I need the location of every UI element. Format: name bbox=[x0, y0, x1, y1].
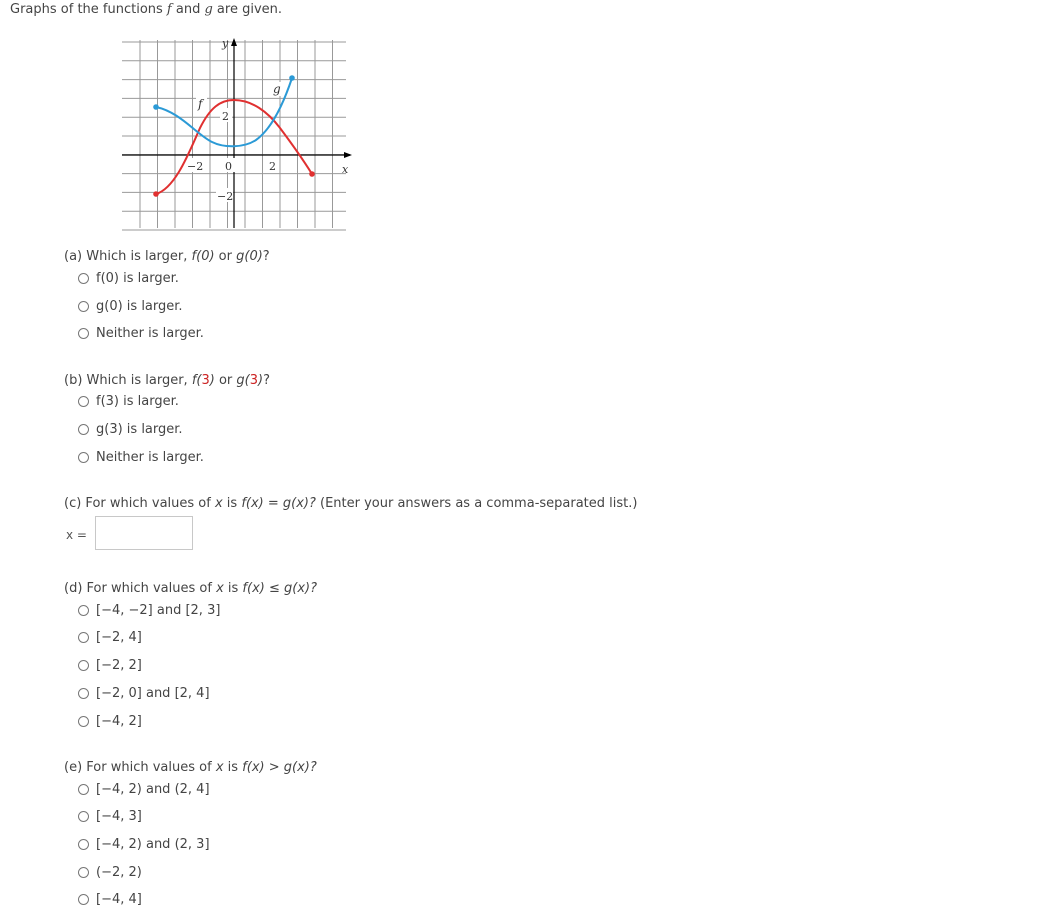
question-d-option-3[interactable] bbox=[78, 656, 142, 674]
radio-button[interactable] bbox=[78, 301, 89, 312]
question-a-option-1[interactable] bbox=[78, 269, 179, 287]
question-a-prompt: (a) Which is larger, f(0) or g(0)? bbox=[64, 249, 270, 264]
option-label: Neither is larger. bbox=[96, 325, 204, 341]
curve-g-endpoint-left bbox=[153, 104, 159, 110]
option-label: g(3) is larger. bbox=[96, 421, 183, 437]
radio-button[interactable] bbox=[78, 688, 89, 699]
function-label-f: f bbox=[198, 97, 203, 111]
option-label: [−4, 3] bbox=[96, 808, 142, 824]
radio-button[interactable] bbox=[78, 605, 89, 616]
option-label: [−2, 4] bbox=[96, 629, 142, 645]
x-axis-arrow bbox=[344, 152, 352, 158]
radio-button[interactable] bbox=[78, 424, 89, 435]
question-d-option-5[interactable] bbox=[78, 712, 142, 730]
curve-g-endpoint-right bbox=[289, 75, 295, 81]
option-label: (−2, 2) bbox=[96, 864, 142, 880]
question-e-prompt: (e) For which values of x is f(x) > g(x)? bbox=[64, 760, 317, 775]
question-b-option-1[interactable] bbox=[78, 392, 179, 410]
question-a-option-2[interactable] bbox=[78, 297, 183, 315]
problem-intro: Graphs of the functions f and g are given. bbox=[10, 2, 283, 17]
option-label: g(0) is larger. bbox=[96, 298, 183, 314]
radio-button[interactable] bbox=[78, 273, 89, 284]
question-e-option-3[interactable] bbox=[78, 835, 210, 853]
tick-label-origin: 0 bbox=[225, 160, 232, 173]
function-graph bbox=[118, 36, 352, 232]
question-b-prompt: (b) Which is larger, f(3) or g(3)? bbox=[64, 373, 271, 388]
tick-label-pos-x: 2 bbox=[269, 160, 276, 173]
answer-c-label: x = bbox=[66, 528, 87, 542]
option-label: [−4, −2] and [2, 3] bbox=[96, 602, 221, 618]
curve-f-endpoint-left bbox=[153, 191, 159, 197]
option-label: f(3) is larger. bbox=[96, 393, 179, 409]
curve-f-endpoint-right bbox=[309, 171, 315, 177]
question-d-option-4[interactable] bbox=[78, 684, 210, 702]
radio-button[interactable] bbox=[78, 328, 89, 339]
tick-label-neg-y: −2 bbox=[217, 190, 234, 203]
question-d-option-1[interactable] bbox=[78, 601, 220, 619]
option-label: Neither is larger. bbox=[96, 449, 204, 465]
option-label: f(0) is larger. bbox=[96, 270, 179, 286]
radio-button[interactable] bbox=[78, 839, 89, 850]
y-axis-label: y bbox=[222, 37, 229, 50]
option-label: [−4, 2) and (2, 4] bbox=[96, 781, 210, 797]
question-e-option-1[interactable] bbox=[78, 780, 210, 798]
option-label: [−2, 0] and [2, 4] bbox=[96, 685, 210, 701]
radio-button[interactable] bbox=[78, 660, 89, 671]
radio-button[interactable] bbox=[78, 452, 89, 463]
question-b-option-2[interactable] bbox=[78, 420, 183, 438]
radio-button[interactable] bbox=[78, 894, 89, 905]
question-d-prompt: (d) For which values of x is f(x) ≤ g(x)? bbox=[64, 581, 317, 596]
question-d-option-2[interactable] bbox=[78, 628, 142, 646]
question-e-option-5[interactable] bbox=[78, 890, 142, 908]
option-label: [−2, 2] bbox=[96, 657, 142, 673]
answer-c-input[interactable] bbox=[95, 516, 193, 550]
radio-button[interactable] bbox=[78, 784, 89, 795]
option-label: [−4, 4] bbox=[96, 891, 142, 907]
tick-label-neg-x: −2 bbox=[187, 160, 204, 173]
x-axis-label: x bbox=[342, 163, 349, 176]
radio-button[interactable] bbox=[78, 716, 89, 727]
tick-label-pos-y: 2 bbox=[222, 110, 229, 123]
question-e-option-4[interactable] bbox=[78, 863, 142, 881]
radio-button[interactable] bbox=[78, 396, 89, 407]
radio-button[interactable] bbox=[78, 632, 89, 643]
option-label: [−4, 2) and (2, 3] bbox=[96, 836, 210, 852]
radio-button[interactable] bbox=[78, 867, 89, 878]
option-label: [−4, 2] bbox=[96, 713, 142, 729]
function-label-g: g bbox=[273, 82, 281, 96]
question-a-option-3[interactable] bbox=[78, 324, 204, 342]
radio-button[interactable] bbox=[78, 811, 89, 822]
question-c-prompt: (c) For which values of x is f(x) = g(x)? (Enter your answers as a comma-separated list.) bbox=[64, 496, 638, 511]
question-e-option-2[interactable] bbox=[78, 807, 142, 825]
question-b-option-3[interactable] bbox=[78, 448, 204, 466]
